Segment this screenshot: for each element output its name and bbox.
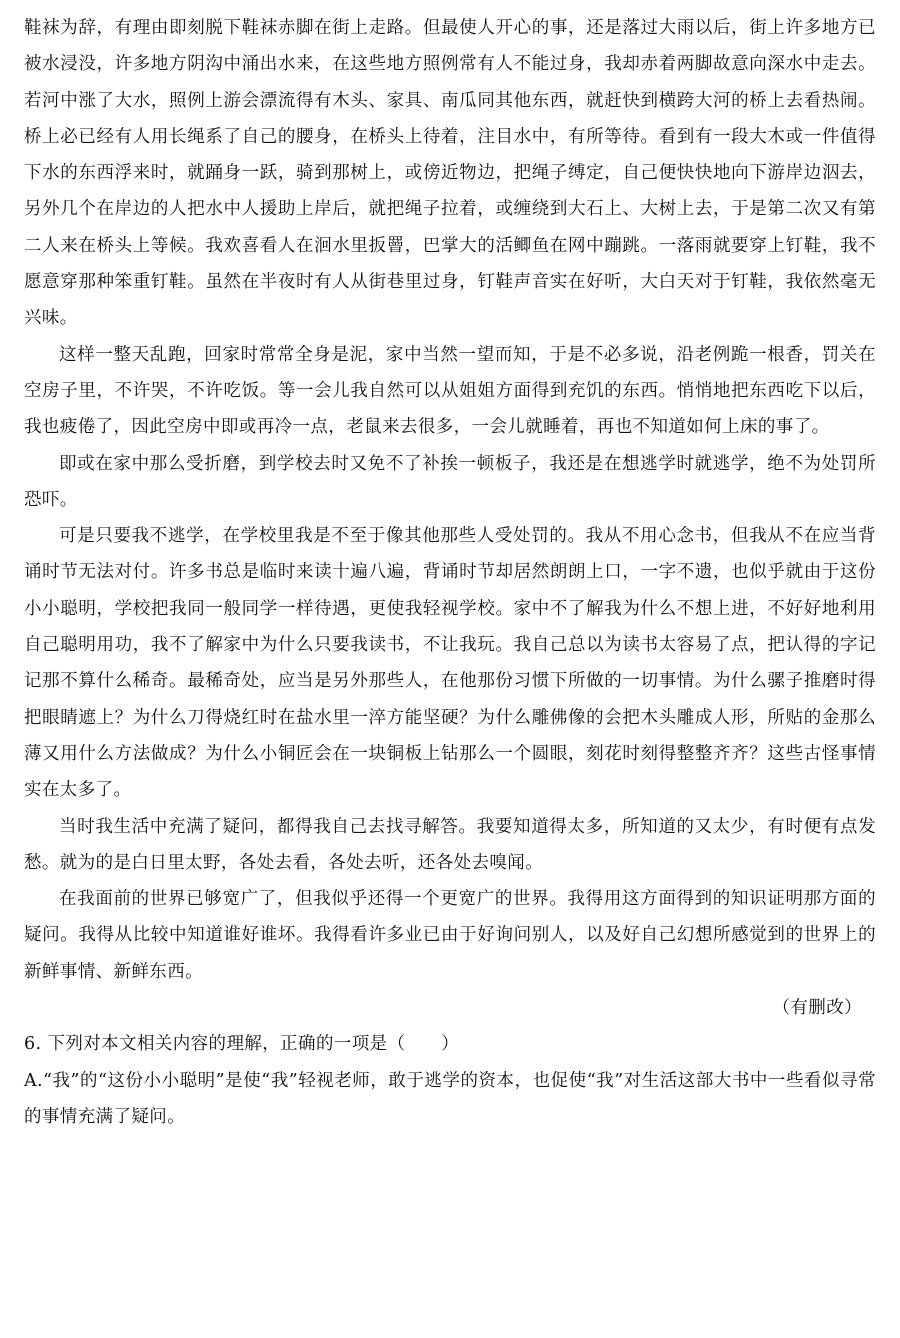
article-body bbox=[24, 10, 876, 1026]
article-paragraph-5: 当时我生活中充满了疑问，都得我自己去找寻解答。我要知道得太多，所知道的又太少，有时便有点发愁。就为的是白日里太野，各处去看，各处去听，还各处去嗅闻。 bbox=[24, 816, 876, 873]
article-paragraph-3: 即或在家中那么受折磨，到学校去时又免不了补挨一顿板子，我还是在想逃学时就逃学，绝不为处罚所恐吓。 bbox=[24, 453, 876, 510]
article-paragraph-4: 可是只要我不逃学，在学校里我是不至于像其他那些人受处罚的。我从不用心念书，但我从不在应当背诵时节无法对付。许多书总是临时来读十遍八遍，背诵时节却居然朗朗上口，一字不遗，也似乎就由于这份小小聪明，学校把我同一般同学一样待遇，更使我轻视学校。家中不了解我为什么不想上进，不好好地利用自己聪明用功，我不了解家中为什么只要我读书，不让我玩。我自己总以为读书太容易了点，把认得的字记记那不算什么稀奇。最稀奇处，应当是另外那些人，在他那份习惯下所做的一切事情。为什么骡子推磨时得把眼睛遮上？为什么刀得烧红时在盐水里一淬方能坚硬？为什么雕佛像的会把木头雕成人形，所贴的金那么薄又用什么方法做成？为什么小铜匠会在一块铜板上钻那么一个圆眼，刻花时刻得整整齐齐？这些古怪事情实在太多了。 bbox=[24, 526, 876, 801]
answer-option-a: A.“我”的“这份小小聪明”是使“我”轻视老师，敢于逃学的资本，也促使“我”对生活这部大书中一些看似寻常的事情充满了疑问。 bbox=[24, 1070, 876, 1127]
question-block bbox=[24, 1026, 876, 1135]
question-stem: 6. 下列对本文相关内容的理解，正确的一项是（ ） bbox=[24, 1034, 460, 1055]
article-paragraph-1: 鞋袜为辞，有理由即刻脱下鞋袜赤脚在街上走路。但最使人开心的事，还是落过大雨以后，街上许多地方已被水浸没，许多地方阴沟中涌出水来，在这些地方照例常有人不能过身，我却赤着两脚故意向深水中走去。若河中涨了大水，照例上游会漂流得有木头、家具、南瓜同其他东西，就赶快到横跨大河的桥上去看热闹。桥上必已经有人用长绳系了自己的腰身，在桥头上待着，注目水中，有所等待。看到有一段大木或一件值得下水的东西浮来时，就踊身一跃，骑到那树上，或傍近物边，把绳子缚定，自己便快快地向下游岸边泅去，另外几个在岸边的人把水中人援助上岸后，就把绳子拉着，或缠绕到大石上、大树上去，于是第二次又有第二人来在桥头上等候。我欢喜看人在洄水里扳罾，巴掌大的活鲫鱼在网中蹦跳。一落雨就要穿上钉鞋，我不愿意穿那种笨重钉鞋。虽然在半夜时有人从街巷里过身，钉鞋声音实在好听，大白天对于钉鞋，我依然毫无兴味。 bbox=[24, 18, 876, 329]
article-paragraph-6: 在我面前的世界已够宽广了，但我似乎还得一个更宽广的世界。我得用这方面得到的知识证明那方面的疑问。我得从比较中知道谁好谁坏。我得看许多业已由于好询问别人，以及好自己幻想所感觉到的世界上的新鲜事情、新鲜东西。 bbox=[24, 889, 876, 982]
article-paragraph-2: 这样一整天乱跑，回家时常常全身是泥，家中当然一望而知，于是不必多说，沿老例跪一根香，罚关在空房子里，不许哭，不许吃饭。等一会儿我自然可以从姐姐方面得到充饥的东西。悄悄地把东西吃下以后，我也疲倦了，因此空房中即或再冷一点，老鼠来去很多，一会儿就睡着，再也不知道如何上床的事了。 bbox=[24, 344, 876, 438]
source-note: （有删改） bbox=[772, 998, 862, 1019]
